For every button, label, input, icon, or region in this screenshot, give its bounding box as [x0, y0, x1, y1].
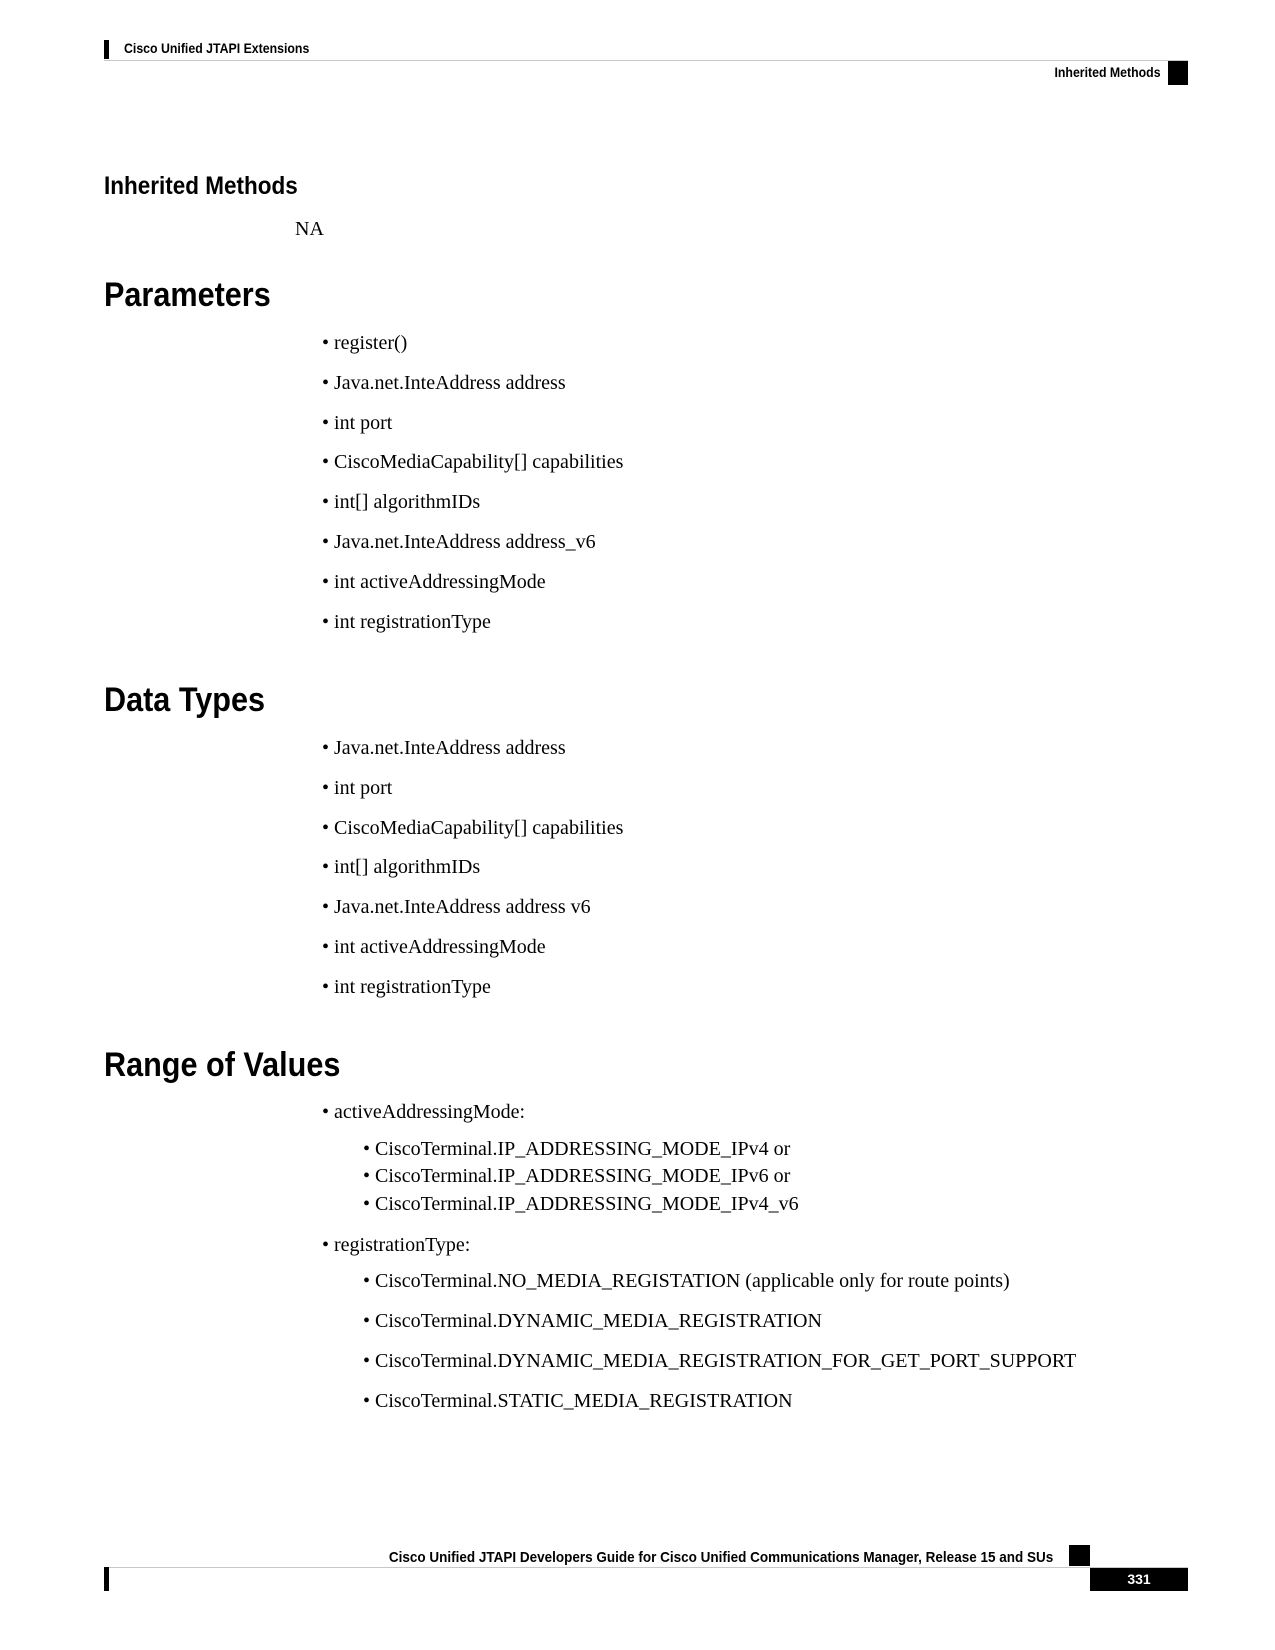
list-item: • Java.net.InteAddress address: [322, 737, 566, 759]
list-item: • int registrationType: [322, 611, 491, 633]
inherited-methods-value: NA: [295, 218, 324, 240]
list-item: • activeAddressingMode:: [322, 1101, 526, 1123]
footer-tab-mark: [1069, 1545, 1090, 1566]
list-item: • CiscoTerminal.DYNAMIC_MEDIA_REGISTRATION: [363, 1310, 822, 1332]
list-item: • CiscoMediaCapability[] capabilities: [322, 817, 624, 839]
list-item: • register(): [322, 332, 408, 354]
page-number: 331: [1090, 1568, 1188, 1591]
list-item: • Java.net.InteAddress address v6: [322, 896, 591, 918]
header-bar-mark: [104, 40, 109, 59]
list-item: • CiscoTerminal.STATIC_MEDIA_REGISTRATION: [363, 1390, 793, 1412]
list-item: • registrationType:: [322, 1234, 471, 1256]
list-item: • int[] algorithmIDs: [322, 856, 481, 878]
list-item: • CiscoMediaCapability[] capabilities: [322, 451, 624, 473]
footer-rule: [104, 1567, 1188, 1568]
list-item: • int activeAddressingMode: [322, 571, 546, 593]
running-header-section: Inherited Methods: [1054, 64, 1161, 80]
list-item: • int[] algorithmIDs: [322, 491, 481, 513]
header-tab-mark: [1168, 61, 1188, 85]
list-item: • CiscoTerminal.IP_ADDRESSING_MODE_IPv6 or: [363, 1165, 791, 1187]
list-item: • CiscoTerminal.DYNAMIC_MEDIA_REGISTRATION_FOR_GET_PORT_SUPPORT: [363, 1350, 1077, 1372]
data-types-heading: Data Types: [104, 681, 266, 719]
footer-bar-mark: [104, 1567, 109, 1591]
list-item: • CiscoTerminal.IP_ADDRESSING_MODE_IPv4_v6: [363, 1193, 799, 1215]
list-item: • int port: [322, 777, 393, 799]
list-item: • Java.net.InteAddress address: [322, 372, 566, 394]
list-item: • CiscoTerminal.IP_ADDRESSING_MODE_IPv4 or: [363, 1138, 791, 1160]
parameters-heading: Parameters: [104, 276, 271, 314]
footer-title: Cisco Unified JTAPI Developers Guide for Cisco Unified Communications Manager, Release 15 and SUs: [388, 1549, 1053, 1566]
list-item: • int port: [322, 412, 393, 434]
list-item: • int activeAddressingMode: [322, 936, 546, 958]
list-item: • CiscoTerminal.NO_MEDIA_REGISTATION (applicable only for route points): [363, 1270, 1010, 1292]
list-item: • Java.net.InteAddress address_v6: [322, 531, 596, 553]
running-header-title: Cisco Unified JTAPI Extensions: [124, 40, 310, 56]
inherited-methods-heading: Inherited Methods: [104, 172, 298, 200]
range-of-values-heading: Range of Values: [104, 1046, 341, 1084]
header-rule: [104, 60, 1188, 61]
list-item: • int registrationType: [322, 976, 491, 998]
